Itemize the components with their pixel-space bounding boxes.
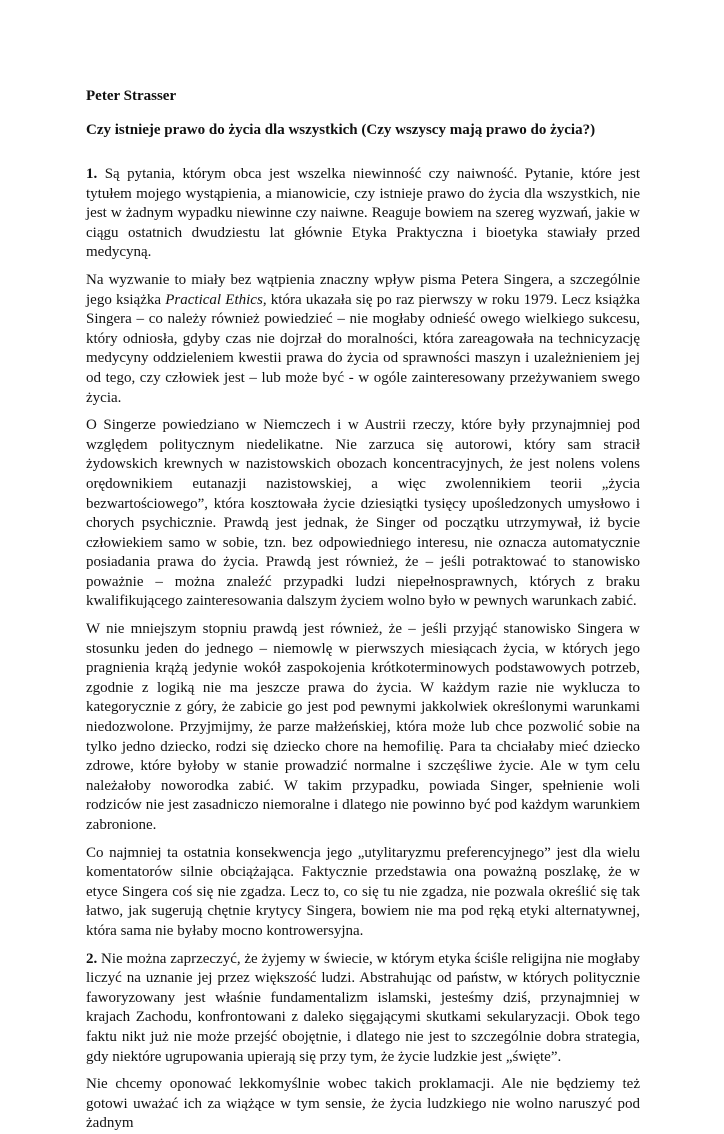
document-title: Czy istnieje prawo do życia dla wszystkich (Czy wszyscy mają prawo do życia?) — [86, 122, 596, 138]
paragraph-1 — [86, 165, 640, 263]
paragraph-4 — [86, 620, 640, 836]
paragraph-2 — [86, 271, 640, 408]
section-number-2: 2. — [86, 950, 98, 967]
paragraph-5 — [86, 844, 640, 942]
paragraph-text: Nie można zaprzeczyć, że żyjemy w świecie, w którym etyka ściśle religijna nie mogłaby liczyć na uznanie jej przez większość ludzi. Abstrahując od państw, w których politycznie faworyzowany jest właśnie fundamentalizm islamski, jesteśmy dziś, przynajmniej w krajach Zachodu, konfrontowani z daleko sięgającymi skutkami sekularyzacji. Obok tego faktu nikt już nie może przejść obojętnie, i dlatego nie jest to szczególnie dobra strategia, gdy niektóre ugrupowania upierają się przy tym, że życie ludzkie jest „święte”. — [86, 950, 641, 1065]
paragraph-text: Co najmniej ta ostatnia konsekwencja jego „utylitaryzmu preferencyjnego” jest dla wielu komentatorów silnie obciążająca. Faktycznie przedstawia ona poważną poszlakę, że w etyce Singera coś się nie zgadza. Lecz to, co się tu nie zgadza, nie pozwala określić się tak łatwo, jak sugerują chętnie krytycy Singera, bowiem nie ma pod ręką etyki alternatywnej, która sama nie byłaby mocno kontrowersyjna. — [86, 844, 640, 939]
paragraph-7 — [86, 1075, 640, 1134]
author-name: Peter Strasser — [86, 88, 177, 104]
paragraph-text: Nie chcemy oponować lekkomyślnie wobec takich proklamacji. Ale nie będziemy też gotowi uważać ich za wiążące w tym sensie, że życia ludzkiego nie wolno naruszyć pod żadnym — [86, 1076, 640, 1132]
paragraph-3 — [86, 416, 640, 612]
paragraph-text: Są pytania, którym obca jest wszelka niewinność czy naiwność. Pytanie, które jest tytułem mojego wystąpienia, a mianowicie, czy istnieje prawo do życia dla wszystkich, nie jest w żadnym wypadku niewinne czy naiwne. Reaguje bowiem na szereg wyzwań, jakie w ciągu ostatnich dwudziestu lat głównie Etyka Praktyczna i bioetyka stawiały przed medycyną. — [86, 166, 641, 261]
paragraph-6 — [86, 950, 640, 1068]
paragraph-text: O Singerze powiedziano w Niemczech i w Austrii rzeczy, które były przynajmniej pod względem politycznym niedelikatne. Nie zarzuca się autorowi, który sam stracił żydowskich krewnych w nazistowskich obozach koncentracyjnych, że jest nolens volens orędownikiem eutanazji nazistowskiej, a więc zwolennikiem teorii „życia bezwartościowego”, która kosztowała życie dziesiątki tysięcy upośledzonych umysłowo i chorych psychicznie. Prawdą jest jednak, że Singer od początku utrzymywał, iż bycie człowiekiem samo w sobie, tzn. bez odpowiedniego interesu, nie oznacza automatycznie posiadania prawa do życia. Prawdą jest również, że – jeśli potraktować to stanowisko poważnie – można znaleźć przypadki ludzi niepełnosprawnych, których z braku kwalifikującego zainteresowania dalszym życiem wolno było w pewnych warunkach zabić. — [86, 417, 640, 610]
book-title-italic: Practical Ethics — [165, 291, 263, 308]
paragraph-text: W nie mniejszym stopniu prawdą jest również, że – jeśli przyjąć stanowisko Singera w stosunku jeden do jednego – niemowlę w pierwszych miesiącach życia, w których jego pragnienia krążą jedynie wokół zaspokojenia krótkoterminowych podstawowych potrzeb, zgodnie z logiką nie ma jeszcze prawa do życia. W każdym razie nie wyklucza to kategorycznie z góry, że zabicie go jest pod pewnymi jakkolwiek określonymi warunkami niedozwolone. Przyjmijmy, że parze małżeńskiej, która może lub chce pozwolić sobie na tylko jedno dziecko, rodzi się dziecko chore na hemofilię. Para ta chciałaby mieć dziecko zdrowe, które byłoby w stanie prowadzić normalne i szczęśliwe życie. Ale w tym celu należałoby noworodka zabić. W takim przypadku, powiada Singer, spełnienie woli rodziców nie jest zasadniczo niemoralne i dlatego nie powinno być pod każdym warunkiem zabronione. — [86, 621, 640, 833]
section-number-1: 1. — [86, 166, 98, 182]
paragraph-text: Na wyzwanie to miały bez wątpienia znaczny wpływ pisma Petera Singera, a szczególnie jego książka — [86, 271, 640, 308]
paragraph-text: , która ukazała się po raz pierwszy w roku 1979. Lecz książka Singera – co należy również powiedzieć – nie mogłaby odnieść owego wielkiego sukcesu, który odniosła, gdyby czas nie dojrzał do moralności, która zareagowała na technicyzację medycyny oddzieleniem kwestii prawa do życia od sprawności maszyn i uzależnieniem jej od tego, czy człowiek jest – lub może być - w ogóle zainteresowany przeżywaniem swego życia. — [86, 291, 640, 406]
